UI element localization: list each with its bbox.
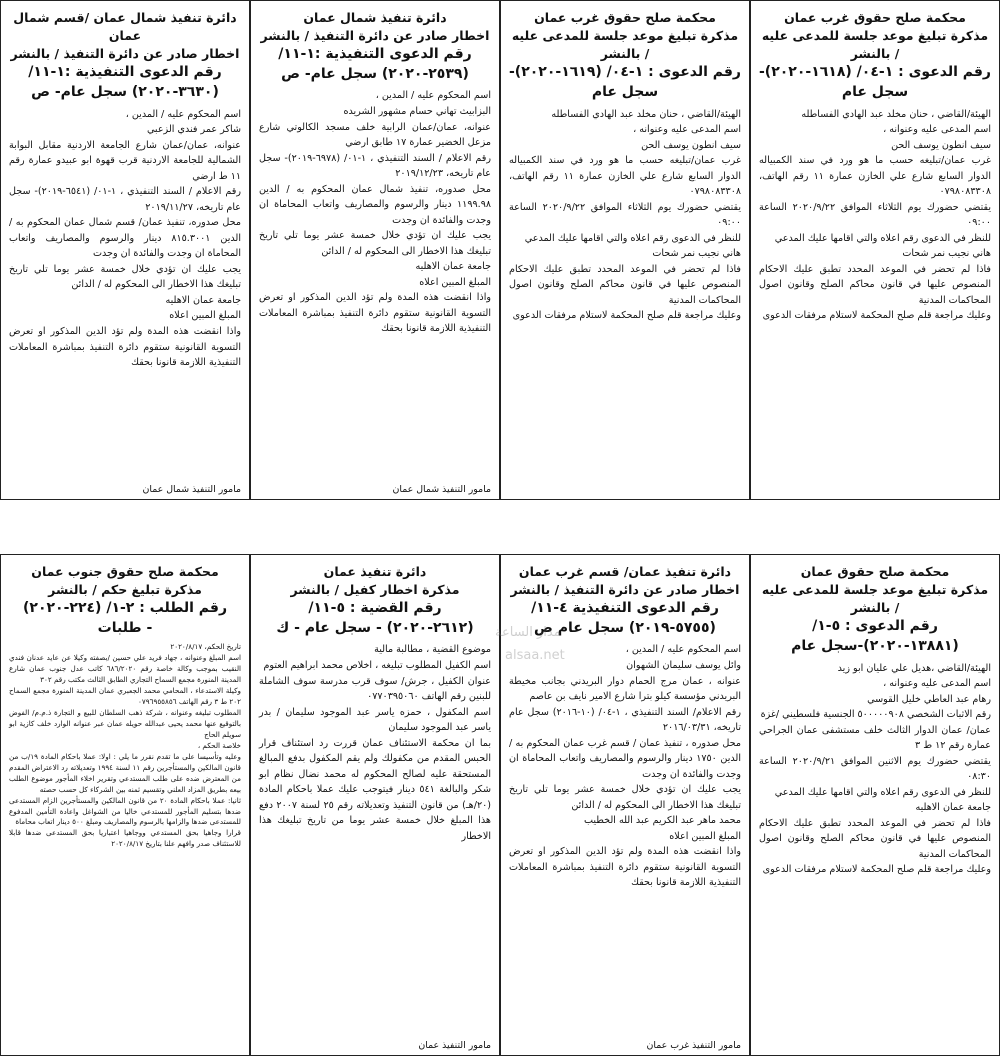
notice-authority: دائرة تنفيذ عمان/ قسم غرب عمان bbox=[518, 564, 732, 579]
notice-paragraph: اسم الكفيل المطلوب تبليغه ، اخلاص محمد ابراهيم العتوم bbox=[263, 659, 491, 671]
notice-title: مذكرة تبليغ موعد جلسة للمدعى عليه / بالنشر bbox=[761, 28, 989, 62]
notice-paragraph: بما ان محكمة الاستئناف عمان قررت رد استئناف قرار الحبس المقدم من مكفولك ولم يقم المكفول بدفع المبالغ المستحقة عليه لصالح المحكوم له محمد نضال نظام ابو شكر والبالغة ٥٤١ دينار فيتوجب عليك عملا باحكام المادة (٢٠/هـ) من قانون التنفيذ وتعديلاته رقم ٢٥ لسنة ٢٠٠٧ دفع هذا المبلغ خلال خمسة عشر يوما من تاريخ تبليغك هذا الاخطار bbox=[259, 737, 491, 842]
case-number: رقم الدعوى : ٥-١/ bbox=[812, 618, 938, 635]
notice-title: اخطار صادر عن دائرة التنفيذ / بالنشر bbox=[510, 582, 740, 598]
notice-signature: مامور التنفيذ شمال عمان bbox=[142, 484, 241, 495]
notice-paragraph: الهيئة/القاضي ،هديل علي عليان ابو زيد bbox=[837, 662, 991, 674]
notice-paragraph: محمد ماهر عبد الكريم عبد الله الخطيب bbox=[583, 815, 741, 827]
notice-body bbox=[509, 107, 741, 324]
top-notices-row bbox=[0, 0, 1000, 500]
notice-card bbox=[0, 0, 250, 500]
notice-title: مذكرة تبليغ موعد جلسة للمدعى عليه / بالنشر bbox=[511, 28, 739, 62]
bottom-notices-row bbox=[0, 554, 1000, 1056]
notice-body bbox=[259, 642, 491, 844]
notice-paragraph: عنوانه، عمان/عمان شارع الجامعة الاردنية مقابل البوابة الشمالية للجامعة الاردنية قرب قهوة ابو عبيدو عمارة رقم ١١ ط ارضي bbox=[9, 139, 241, 182]
notice-paragraph: عنوانه ، عمان مرج الحمام دوار البريدني بجانب مخيطة البريدني مؤسسة كيلو بترا شارع الامير نايف بن عاصم bbox=[509, 675, 741, 703]
notice-body bbox=[259, 88, 491, 337]
case-number: رقم الدعوى التنفيذية :١-١١/ bbox=[278, 46, 472, 63]
case-number: رقم الدعوى : ١-٠٤/ (١٦١٨-٢٠٢٠)- bbox=[759, 64, 991, 81]
notice-authority: محكمة صلح حقوق غرب عمان bbox=[784, 10, 966, 25]
case-number: (٣٦٣٠-٢٠٢٠) سجل عام- ص bbox=[31, 83, 219, 100]
notice-paragraph: رقم الاعلام / السند التنفيذي ، ١-٠١/ (٦٥٤١-٢٠١٩)- سجل عام تاريخه، ٢٠١٩/١١/٢٧ bbox=[9, 186, 241, 213]
notice-paragraph: عنوانه، عمان/عمان الرابية خلف مسجد الكالوتي شارع مزعل الخضير عمارة ١٧ طابق ارضي bbox=[259, 121, 491, 149]
case-number: (٢٥٣٩-٢٠٢٠) سجل عام- ص bbox=[281, 65, 469, 82]
notice-paragraph: اسم المدعى عليه وعنوانه ، bbox=[883, 678, 991, 690]
notice-paragraph: هاني نجيب نمر شحات bbox=[652, 248, 741, 260]
notice-signature: مامور التنفيذ غرب عمان bbox=[646, 1040, 741, 1051]
notice-paragraph: وعليك مراجعة قلم صلح المحكمة لاستلام مرفقات الدعوى bbox=[512, 310, 741, 322]
notice-card bbox=[500, 554, 750, 1056]
notice-authority: دائرة تنفيذ شمال عمان /قسم شمال عمان bbox=[13, 10, 237, 44]
notice-paragraph: غرب عمان/تبليغه حسب ما هو ورد في سند الكمبياله الدوار السابع شارع علي الخازن عمارة ١١ رقم الهاتف، ٠٧٩٨٠٨٣٣٠٨ bbox=[509, 155, 741, 198]
notice-paragraph: للنظر في الدعوى رقم اعلاه والتي اقامها عليك المدعي bbox=[774, 232, 991, 244]
notice-paragraph: اسم المدعى عليه وعنوانه ، bbox=[883, 124, 991, 136]
notice-title: مذكرة تبليغ موعد جلسة للمدعى عليه / بالنشر bbox=[761, 582, 989, 616]
notice-card bbox=[0, 554, 250, 1056]
notice-paragraph: وعليه وتأسيسا على ما تقدم نقرر ما يلي : اولا: عملا باحكام المادة ١٩/ب من قانون المالكين والمستأجرين رقم ١١ لسنة ١٩٩٤ وتعديلاته رد الاعتراض المقدم من المعترض ضده على طلب المستدعي وتقرير اخلاء المأجور موضوع الطلب بيعه بطريق المزاد العلني وتقسيم ثمنه بين الشركاء كل حسب حصته bbox=[9, 751, 241, 794]
notice-paragraph: هاني نجيب نمر شحات bbox=[902, 248, 991, 260]
notice-card bbox=[500, 0, 750, 500]
notice-paragraph: شاكر عمر فندي الزعبي bbox=[146, 124, 241, 136]
case-number: رقم الدعوى التنفيذية :١-١١/ bbox=[28, 64, 222, 81]
notice-paragraph: واذا انقضت هذه المدة ولم تؤد الدين المذكور او تعرض التسوية القانونية ستقوم دائرة التنفيذ بمباشرة المعاملات التنفيذية اللازمة قانونا بحقك bbox=[259, 292, 491, 335]
notice-paragraph: رقم الاعلام/ السند التنفيذي ، ١-٠٤/ (١٠-٢٠١٦) سجل عام تاريخه، ٢٠١٦/٠٣/٣١ bbox=[509, 706, 741, 734]
notice-paragraph: سيف انطون يوسف الحن bbox=[641, 139, 741, 151]
notice-title: اخطار صادر عن دائرة التنفيذ / بالنشر bbox=[10, 46, 240, 62]
notice-paragraph: وعليك مراجعة قلم صلح المحكمة لاستلام مرفقات الدعوى bbox=[762, 864, 991, 876]
notice-paragraph: المبلغ المبين اعلاه bbox=[169, 310, 241, 322]
notice-paragraph: يجب عليك ان تؤدي خلال خمسة عشر يوما تلي تاريخ تبليغك هذا الاخطار الى المحكوم له / الدائن bbox=[259, 230, 491, 257]
notice-signature: مامور التنفيذ شمال عمان bbox=[392, 484, 491, 495]
case-number: سجل عام bbox=[841, 83, 909, 100]
notice-signature: مامور التنفيذ عمان bbox=[418, 1040, 491, 1051]
notice-card bbox=[250, 0, 500, 500]
notice-paragraph: فاذا لم تحضر في الموعد المحدد تطبق عليك الاحكام المنصوص عليها في قانون محاكم الصلح وقانون اصول المحاكمات المدنية bbox=[509, 263, 741, 306]
case-number: رقم الطلب : ٢-١/ (٢٢٤-٢٠٢٠) bbox=[23, 600, 227, 617]
notice-paragraph: فاذا لم تحضر في الموعد المحدد تطبق عليك الاحكام المنصوص عليها في قانون محاكم الصلح وقانون اصول المحاكمات المدنية bbox=[759, 263, 991, 306]
notice-paragraph: محل صدوره، تنفيذ شمال عمان المحكوم به / الدين ١١٩٩.٩٨ دينار والرسوم والمصاريف واتعاب المحاماة ان وجدت والفائدة ان وجدت bbox=[259, 183, 491, 226]
notice-paragraph: يجب عليك ان تؤدي خلال خمسة عشر يوما تلي تاريخ تبليغك هذا الاخطار الى المحكوم له / الدائن bbox=[9, 263, 241, 291]
notice-paragraph: اسم المحكوم عليه / المدين ، bbox=[125, 108, 241, 120]
notice-paragraph: جامعة عمان الاهليه bbox=[915, 802, 991, 814]
notice-body bbox=[9, 107, 241, 371]
notice-paragraph: رهام عبد العاطي خليل القوسي bbox=[867, 693, 991, 705]
notice-paragraph: المطلوب تبليغه وعنوانه ، شركة ذهب السلطان للبيع و التجارة ذ.م.م/ الفوض بالتوقيع عنها محمد يحيى عبدالله حويله عمان عبر عنوانه الوارد خلف كازية ابو سويلم الحاج bbox=[9, 708, 241, 739]
case-number: رقم القضية : ٥-١١/ bbox=[308, 600, 442, 617]
notice-paragraph: واذا انقضت هذه المدة ولم تؤد الدين المذكور او تعرض التسوية القانونية ستقوم دائرة التنفيذ بمباشرة المعاملات التنفيذية اللازمة قانونا بحقك bbox=[509, 846, 741, 889]
notice-paragraph: اسم المبلغ وعنوانه ، جهاد فريد علي حسين /بصفته وكيلا عن عايد عدنان فندي النقيب بموجب وكالة خاصة رقم ٦٨٦/٢٠٢٠ كاتب عدل جنوب عمان شارع المدينة المنورة مجمع السماح التجاري الطابق الثالث مكتب رقم ٣٠٢ bbox=[9, 653, 242, 685]
notice-body bbox=[759, 107, 991, 324]
notice-paragraph: وائل يوسف سليمان الشهوان bbox=[626, 659, 741, 671]
case-number: (٥٧٥٥-٢٠١٩) سجل عام ص bbox=[534, 619, 716, 636]
notice-paragraph: اسم المدعى عليه وعنوانه ، bbox=[633, 124, 741, 136]
case-number: سجل عام bbox=[591, 83, 659, 100]
notice-paragraph: قرارا وجاهيا بحق المستدعي ووجاهيا اعتباريا بحق المستدعى ضدها قابلا للاستئناف صدر وافهم علنا بتاريخ ٢٠٢٠/٨/١٧ bbox=[9, 828, 241, 849]
notice-paragraph: سيف انطون يوسف الحن bbox=[891, 139, 991, 151]
case-number: رقم الدعوى : ١-٠٤/ (١٦١٩-٢٠٢٠)- bbox=[509, 64, 741, 81]
notice-paragraph: محل صدوره، تنفيذ عمان/ قسم شمال عمان المحكوم به / الدين ٨١٥.٣٠٠١ دينار والرسوم والمصاريف واتعاب المحاماة ان وجدت والفائدة ان وجدت bbox=[9, 217, 241, 260]
notice-paragraph: الهيئة/القاضي ، حنان مخلد عبد الهادي الفساطله bbox=[801, 108, 991, 120]
notice-paragraph: فاذا لم تحضر في الموعد المحدد تطبق عليك الاحكام المنصوص عليها في قانون محاكم الصلح وقانون اصول المحاكمات المدنية bbox=[759, 817, 991, 860]
notice-paragraph: جامعة عمان الاهليه bbox=[165, 294, 241, 306]
notice-title: اخطار صادر عن دائرة التنفيذ / بالنشر bbox=[260, 28, 490, 44]
notice-paragraph: موضوع القضية ، مطالبة مالية bbox=[374, 644, 491, 656]
notice-paragraph: الهيئة/القاضي ، حنان مخلد عبد الهادي الفساطله bbox=[551, 108, 741, 120]
notice-paragraph: وكيلة الاستدعاء ، المحامي محمد الجعبري عمان المدينة المنورة مجمع السماح ٢٠٢ ط ٣ رقم الهاتف ٠٧٩٦٩٥٥٨٥٦ bbox=[9, 686, 241, 707]
notice-paragraph: للنظر في الدعوى رقم اعلاه والتي اقامها عليك المدعي bbox=[774, 786, 991, 798]
notice-body bbox=[759, 661, 991, 878]
notice-title: مذكرة تبليغ حكم / بالنشر bbox=[48, 582, 202, 598]
notice-paragraph: يقتضي حضورك يوم الثلاثاء الموافق ٢٠٢٠/٩/٢٢ الساعة ٠٩:٠٠ bbox=[509, 201, 741, 229]
row-gap bbox=[0, 500, 1000, 554]
notice-paragraph: يقتضي حضورك يوم الثلاثاء الموافق ٢٠٢٠/٩/٢٢ الساعة ٠٩:٠٠ bbox=[759, 201, 991, 229]
notice-paragraph: خلاصة الحكم ، bbox=[197, 740, 241, 750]
notice-paragraph: البزابيث تهاني حسام مشهور الشريده bbox=[343, 105, 491, 117]
notice-card bbox=[250, 554, 500, 1056]
notice-card bbox=[750, 554, 1000, 1056]
notice-paragraph: يقتضي حضورك يوم الاثنين الموافق ٢٠٢٠/٩/٢١ الساعة ٠٨:٣٠ bbox=[759, 755, 991, 783]
notice-authority: محكمة صلح حقوق عمان bbox=[800, 564, 950, 579]
notice-paragraph: للنظر في الدعوى رقم اعلاه والتي اقامها عليك المدعي bbox=[524, 232, 741, 244]
notice-paragraph: تاريخ الحكم، ٢٠٢٠/٨/١٧ bbox=[170, 642, 241, 652]
notice-paragraph: واذا انقضت هذه المدة ولم تؤد الدين المذكور او تعرض التسوية القانونية ستقوم دائرة التنفيذ بمباشرة المعاملات التنفيذية اللازمة قانونا بحقك bbox=[9, 326, 241, 369]
case-number: رقم الدعوى التنفيذية ٤-١١/ bbox=[531, 600, 719, 617]
case-number: (١٣٨٨١-٢٠٢٠)-سجل عام bbox=[791, 637, 959, 654]
notice-paragraph: اسم المحكوم عليه / المدين ، bbox=[625, 644, 741, 656]
notice-authority: محكمة صلح حقوق جنوب عمان bbox=[31, 564, 219, 579]
notice-authority: دائرة تنفيذ شمال عمان bbox=[303, 10, 447, 25]
watermark-arabic: مدار الساعة bbox=[495, 625, 561, 640]
case-number: (٢٦١٢-٢٠٢٠) - سجل عام - ك bbox=[276, 619, 474, 636]
notice-paragraph: يجب عليك ان تؤدي خلال خمسة عشر يوما تلي تاريخ تبليغك هذا الاخطار الى المحكوم له / الدائن bbox=[509, 784, 741, 811]
notice-paragraph: عمان/ عمان الدوار الثالث خلف مستشفى عمان الجراحي عمارة رقم ١٢ ط ٣ bbox=[759, 724, 991, 752]
notice-paragraph: وعليك مراجعة قلم صلح المحكمة لاستلام مرفقات الدعوى bbox=[762, 310, 991, 322]
notice-title: مذكرة اخطار كفيل / بالنشر bbox=[290, 582, 460, 598]
notice-paragraph: اسم المحكوم عليه / المدين ، bbox=[375, 90, 491, 102]
notice-paragraph: المبلغ المبين اعلاه bbox=[419, 276, 491, 288]
notice-paragraph: اسم المكفول ، حمزه ياسر عبد الموجود سليمان / بدر ياسر عبد الموجود سليمان bbox=[259, 706, 491, 734]
notice-card bbox=[750, 0, 1000, 500]
notice-paragraph: محل صدوره ، تنفيذ عمان / قسم غرب عمان المحكوم به / الدين ١٧٥٠ دينار والرسوم والمصاريف واتعاب المحاماة ان وجدت والفائدة ان وجدت bbox=[509, 737, 741, 780]
notice-authority: محكمة صلح حقوق غرب عمان bbox=[534, 10, 716, 25]
notice-paragraph: غرب عمان/تبليغه حسب ما هو ورد في سند الكمبياله الدوار السابع شارع علي الخازن عمارة ١١ رقم الهاتف، ٠٧٩٨٠٨٣٣٠٨ bbox=[759, 155, 991, 198]
notice-paragraph: المبلغ المبين اعلاه bbox=[669, 830, 741, 842]
notice-authority: دائرة تنفيذ عمان bbox=[323, 564, 427, 579]
notice-paragraph: رقم الاثبات الشخصي ٥٠٠٠٠٠٩٠٨ الجنسية فلسطيني /غزة bbox=[760, 709, 991, 721]
case-number: - طلبات bbox=[97, 619, 153, 636]
notice-paragraph: جامعة عمان الاهليه bbox=[415, 261, 491, 273]
notice-body bbox=[509, 642, 741, 891]
notice-paragraph: ثانيا: عملا باحكام المادة ٢٠ من قانون المالكين والمستأجرين الزام المستدعى ضدها بتسليم المأجور للمستدعي خاليا من الشواغل واعادة التأمين المدفوع للمستدعى ضدها والزامها بالرسوم والمصاريف ومبلغ ٥٠٠ دينار اتعاب محاماة bbox=[9, 795, 241, 827]
notice-paragraph: رقم الاعلام / السند التنفيذي ، ١-٠١/ (٦٩٧٨-٢٠١٩)- سجل عام تاريخه، ٢٠١٩/١٢/٢٣ bbox=[259, 152, 491, 180]
watermark-latin: alsaa.net bbox=[505, 648, 565, 663]
notice-body bbox=[9, 642, 241, 850]
notice-paragraph: عنوان الكفيل ، جرش/ سوف قرب مدرسة سوف الشاملة للبنين رقم الهاتف ٠٧٧٠٣٩٥٠٦٠ bbox=[259, 675, 491, 703]
